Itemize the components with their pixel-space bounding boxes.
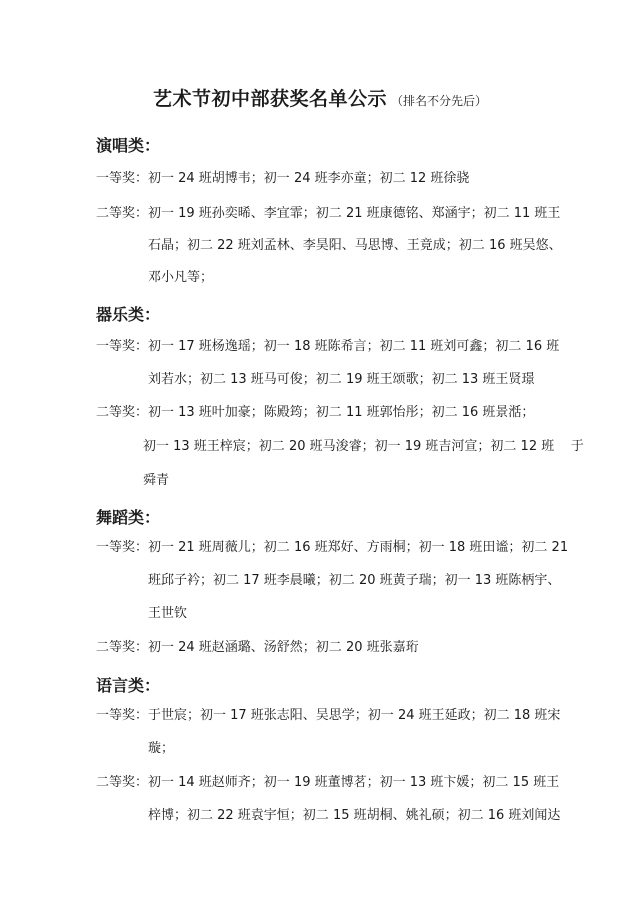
award-line: 一等奖：于世宸；初一 17 班张志阳、吴思学；初一 24 班王延政；初二 18 班宋 [96,708,561,723]
page-title [0,84,640,111]
section-heading-instrumental: 器乐类： [96,305,161,324]
award-line: 一等奖：初一 24 班胡博韦；初一 24 班李亦童；初二 12 班徐骁 [96,171,470,186]
award-line: 邓小凡等； [148,270,214,285]
award-line: 王世钦 [148,606,188,621]
award-line: 刘若水；初二 13 班马可俊；初二 19 班王颂歌；初二 13 班王贤璟 [148,372,535,387]
section-heading-language: 语言类： [96,676,161,695]
title-main: 艺术节初中部获奖名单公示 [152,88,387,110]
award-line: 一等奖：初一 21 班周薇儿；初二 16 班郑好、方雨桐；初一 18 班田谧；初二 21 [96,540,569,555]
award-line: 初一 13 班王梓宸；初二 20 班马浚睿；初一 19 班吉河宣；初二 12 班 于 [143,439,584,454]
award-line: 二等奖：初一 19 班孙奕晞、李宜霏；初二 21 班康德铭、郑涵宇；初二 11 班王 [96,206,561,221]
award-line: 梓博；初二 22 班袁宇恒；初二 15 班胡桐、姚礼硕；初二 16 班刘闻达 [148,808,561,823]
section-heading-dance: 舞蹈类： [96,508,161,527]
award-line: 二等奖：初一 14 班赵师齐；初一 19 班董博茗；初一 13 班卞媛；初二 15 班王 [96,775,560,790]
award-line: 石晶；初二 22 班刘孟林、李昊阳、马思博、王竟成；初二 16 班吴悠、 [148,238,562,253]
section-heading-singing: 演唱类： [96,136,161,155]
award-line: 班邱子衿；初二 17 班李晨曦；初二 20 班黄子瑞；初一 13 班陈柄宇、 [148,573,561,588]
award-line: 二等奖：初一 24 班赵涵璐、汤舒然；初二 20 班张嘉珩 [96,640,419,655]
award-line: 一等奖：初一 17 班杨逸瑶；初一 18 班陈希言；初二 11 班刘可鑫；初二 16 班 [96,339,560,354]
title-note: （排名不分先后） [391,94,488,108]
award-line: 舜青 [143,473,170,488]
award-line: 二等奖：初一 13 班叶加豪；陈殿筠；初二 11 班郭怡彤；初二 16 班景湉； [96,405,535,420]
award-line: 璇； [148,741,175,756]
